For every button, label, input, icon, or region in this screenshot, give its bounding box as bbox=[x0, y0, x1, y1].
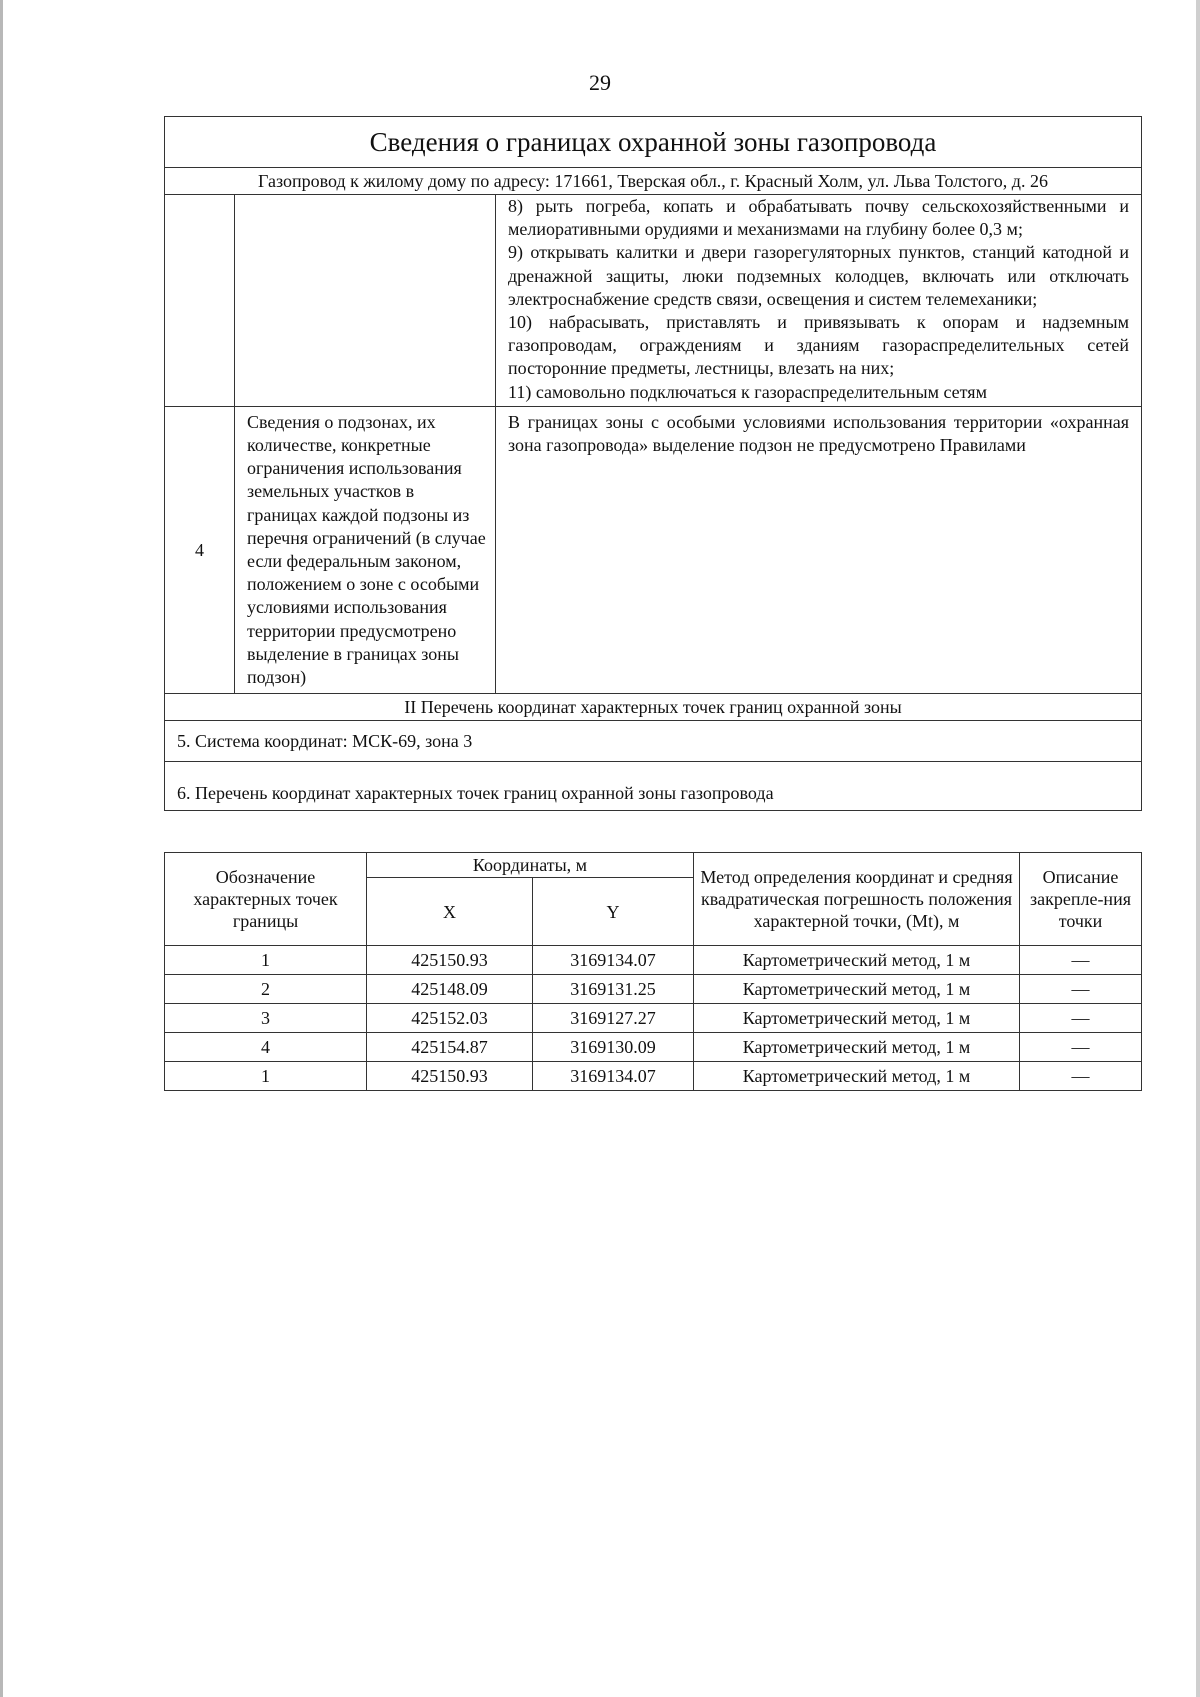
document-title: Сведения о границах охранной зоны газопровода bbox=[165, 117, 1142, 168]
restriction-item: 8) рыть погреба, копать и обрабатывать почву сельскохозяйственными и мелиоративными орудиями и механизмами на глубину более 0,3 м; bbox=[508, 196, 1129, 240]
restriction-item: 9) открывать калитки и двери газорегуляторных пунктов, станций катодной и дренажной защиты, люки подземных колодцев, включать или отключать электроснабжение средств связи, освещения и систем телемеханики; bbox=[508, 242, 1129, 309]
col-header-x: X bbox=[367, 878, 533, 946]
point-cell: 1 bbox=[165, 1062, 367, 1091]
row-number-cell bbox=[165, 195, 235, 407]
row-number: 4 bbox=[165, 406, 235, 693]
restriction-item: 11) самовольно подключаться к газораспределительным сетям bbox=[508, 381, 987, 402]
continued-restrictions-row bbox=[165, 195, 1142, 407]
method-cell: Картометрический метод, 1 м bbox=[694, 1004, 1020, 1033]
scan-left-edge bbox=[0, 0, 3, 1697]
method-cell: Картометрический метод, 1 м bbox=[694, 946, 1020, 975]
table-row bbox=[165, 1062, 1142, 1091]
header-row bbox=[165, 853, 1142, 878]
section-title: II Перечень координат характерных точек границ охранной зоны bbox=[165, 694, 1142, 721]
pipeline-address: Газопровод к жилому дому по адресу: 171661, Тверская обл., г. Красный Холм, ул. Льва Толстого, д. 26 bbox=[165, 168, 1142, 195]
y-cell: 3169134.07 bbox=[533, 946, 694, 975]
coordinate-system: 5. Система координат: МСК-69, зона 3 bbox=[165, 721, 1142, 762]
point-cell: 1 bbox=[165, 946, 367, 975]
method-cell: Картометрический метод, 1 м bbox=[694, 1033, 1020, 1062]
method-cell: Картометрический метод, 1 м bbox=[694, 1062, 1020, 1091]
point-cell: 3 bbox=[165, 1004, 367, 1033]
coordinates-table bbox=[164, 852, 1142, 1091]
fixing-cell: — bbox=[1020, 1004, 1142, 1033]
point-cell: 2 bbox=[165, 975, 367, 1004]
y-cell: 3169131.25 bbox=[533, 975, 694, 1004]
x-cell: 425150.93 bbox=[367, 946, 533, 975]
restriction-item: 10) набрасывать, приставлять и привязывать к опорам и надземным газопроводам, ограждениям и зданиям газораспределительных сетей посторонние предметы, лестницы, влезать на них; bbox=[508, 312, 1129, 379]
scan-right-edge bbox=[1196, 0, 1200, 1697]
method-cell: Картометрический метод, 1 м bbox=[694, 975, 1020, 1004]
row-name: Сведения о подзонах, их количестве, конкретные ограничения использования земельных участков в границах каждой подзоны из перечня ограничений (в случае если федеральным законом, положением о зоне с особыми условиями использования территории предусмотрено выделение в границах зоны подзон) bbox=[235, 406, 496, 693]
point-cell: 4 bbox=[165, 1033, 367, 1062]
table-row bbox=[165, 975, 1142, 1004]
page-number: 29 bbox=[589, 70, 611, 95]
x-cell: 425154.87 bbox=[367, 1033, 533, 1062]
col-header-fixing: Описание закрепле-ния точки bbox=[1020, 853, 1142, 946]
y-cell: 3169130.09 bbox=[533, 1033, 694, 1062]
x-cell: 425148.09 bbox=[367, 975, 533, 1004]
fixing-cell: — bbox=[1020, 946, 1142, 975]
col-header-coordinates: Координаты, м bbox=[367, 853, 694, 878]
x-cell: 425150.93 bbox=[367, 1062, 533, 1091]
points-list-title: 6. Перечень координат характерных точек границ охранной зоны газопровода bbox=[165, 762, 1142, 811]
subzones-row bbox=[165, 406, 1142, 693]
x-cell: 425152.03 bbox=[367, 1004, 533, 1033]
y-cell: 3169134.07 bbox=[533, 1062, 694, 1091]
col-header-point: Обозначение характерных точек границы bbox=[165, 853, 367, 946]
row-name-cell bbox=[235, 195, 496, 407]
restrictions-list bbox=[496, 195, 1142, 407]
fixing-cell: — bbox=[1020, 1033, 1142, 1062]
zone-info-table bbox=[164, 116, 1142, 811]
fixing-cell: — bbox=[1020, 1062, 1142, 1091]
fixing-cell: — bbox=[1020, 975, 1142, 1004]
y-cell: 3169127.27 bbox=[533, 1004, 694, 1033]
col-header-y: Y bbox=[533, 878, 694, 946]
table-row bbox=[165, 1033, 1142, 1062]
row-description: В границах зоны с особыми условиями использования территории «охранная зона газопровода» выделение подзон не предусмотрено Правилами bbox=[496, 406, 1142, 693]
col-header-method: Метод определения координат и средняя квадратическая погрешность положения характерной точки, (Mt), м bbox=[694, 853, 1020, 946]
table-row bbox=[165, 1004, 1142, 1033]
table-row bbox=[165, 946, 1142, 975]
